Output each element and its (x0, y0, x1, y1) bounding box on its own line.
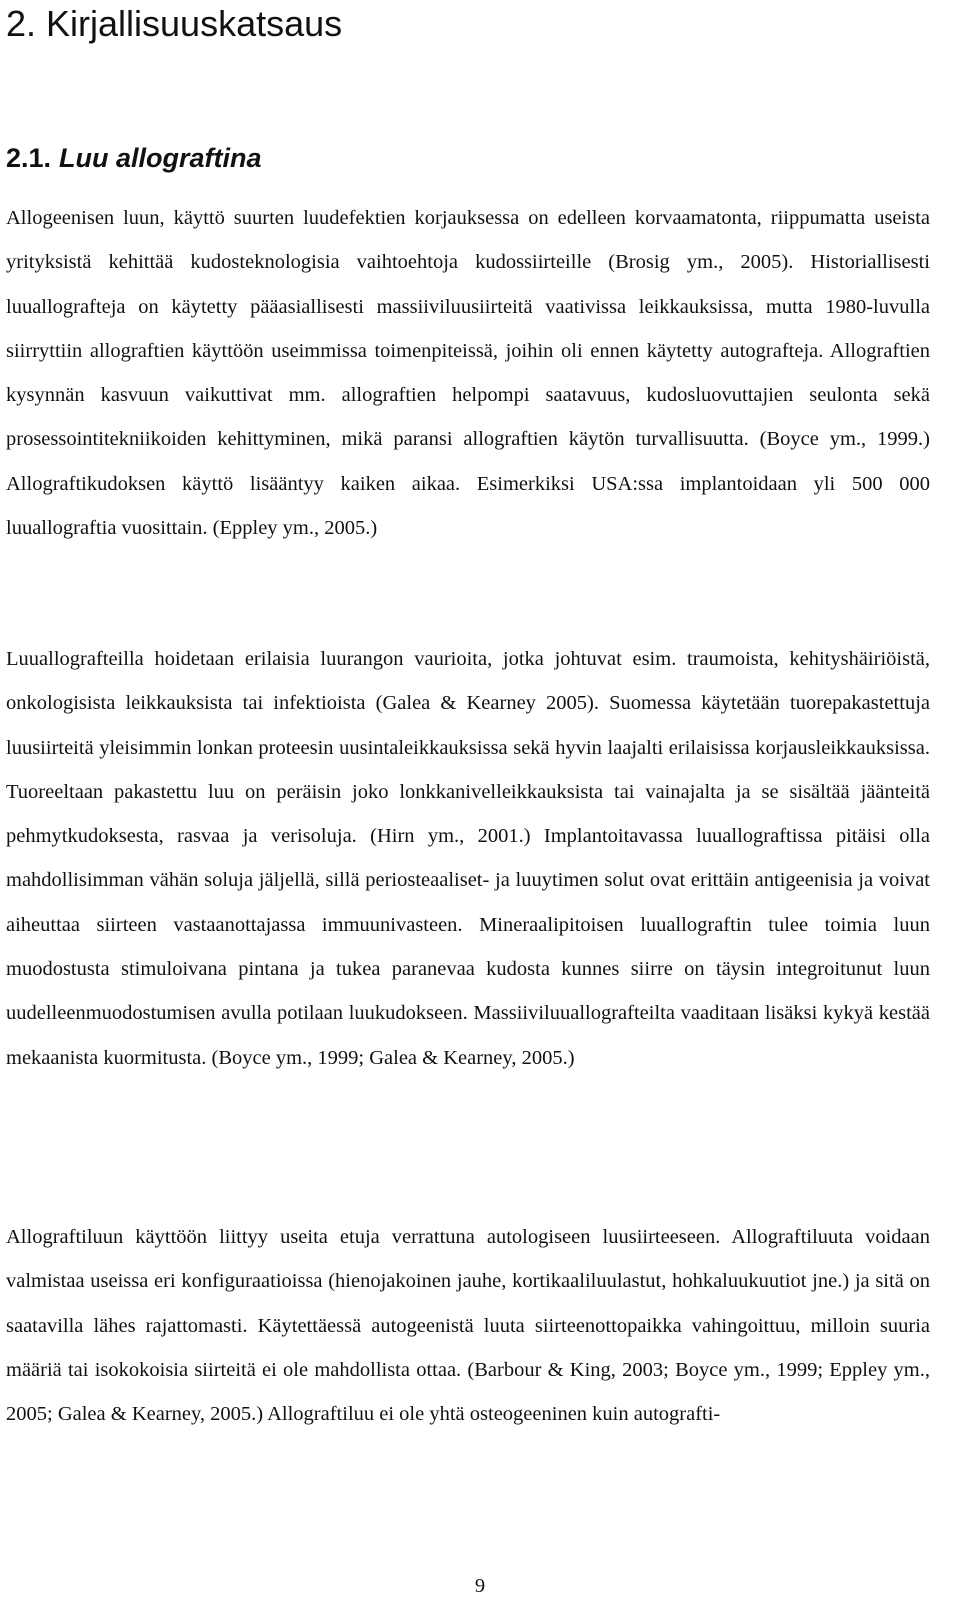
paragraph-1: Allogeenisen luun, käyttö suurten luudefektien korjauksessa on edelleen korvaamatonta, riippumatta useista yrityksistä kehittää kudosteknologisia vaihtoehtoja kudossiirteille (Brosig ym., 2005). Historiallisesti luuallografteja on käytetty pääasiallisesti massiiviluusiirteitä vaativissa leikkauksissa, mutta 1980-luvulla siirryttiin allograftien käyttöön useimmissa toimenpiteissä, joihin oli ennen käytetty autografteja. Allograftien kysynnän kasvuun vaikuttivat mm. allograftien helpompi saatavuus, kudosluovuttajien seulonta sekä prosessointitekniikoiden kehittyminen, mikä paransi allograftien käytön turvallisuutta. (Boyce ym., 1999.) Allograftikudoksen käyttö lisääntyy kaiken aikaa. Esimerkiksi USA:ssa implantoidaan yli 500 000 luuallograftia vuosittain. (Eppley ym., 2005.) (6, 207, 930, 540)
section-number: 2.1. (6, 143, 52, 173)
chapter-title: 2. Kirjallisuuskatsaus (6, 3, 343, 44)
section-title: Luu allograftina (59, 143, 262, 173)
section-heading (6, 140, 262, 176)
paragraph-3: Allograftiluun käyttöön liittyy useita etuja verrattuna autologiseen luusiirteeseen. Allograftiluuta voidaan valmistaa useissa eri konfiguraatioissa (hienojakoinen jauhe, kortikaaliluulastut, hohkaluukuutiot jne.) ja sitä on saatavilla lähes rajattomasti. Käytettäessä autogeenistä luuta siirteenottopaikka vahingoittuu, milloin suuria määriä tai isokokoisia siirteitä ei ole mahdollista ottaa. (Barbour & King, 2003; Boyce ym., 1999; Eppley ym., 2005; Galea & Kearney, 2005.) Allograftiluu ei ole yhtä osteogeeninen kuin autografti- (6, 1226, 930, 1426)
paragraph-2: Luuallografteilla hoidetaan erilaisia luurangon vaurioita, jotka johtuvat esim. traumoista, kehityshäiriöistä, onkologisista leikkauksista tai infektioista (Galea & Kearney 2005). Suomessa käytetään tuorepakastettuja luusiirteitä yleisimmin lonkan proteesin uusintaleikkauksissa sekä hyvin laajalti erilaisissa korjausleikkauksissa. Tuoreeltaan pakastettu luu on peräisin joko lonkkanivelleikkauksista tai vainajalta ja se sisältää jäänteitä pehmytkudoksesta, rasvaa ja verisoluja. (Hirn ym., 2001.) Implantoitavassa luuallograftissa pitäisi olla mahdollisimman vähän soluja jäljellä, sillä periosteaaliset- ja luuytimen solut ovat erittäin antigeenisia ja voivat aiheuttaa siirteen vastaanottajassa immuunivasteen. Mineraalipitoisen luuallograftin tulee toimia luun muodostusta stimuloivana pintana ja tukea paranevaa kudosta kunnes siirre on täysin integroitunut luun uudelleenmuodostumisen avulla potilaan luukudokseen. Massiiviluuallografteilta vaaditaan lisäksi kykyä kestää mekaanista kuormitusta. (Boyce ym., 1999; Galea & Kearney, 2005.) (6, 648, 930, 1069)
page-number: 9 (474, 1575, 486, 1597)
